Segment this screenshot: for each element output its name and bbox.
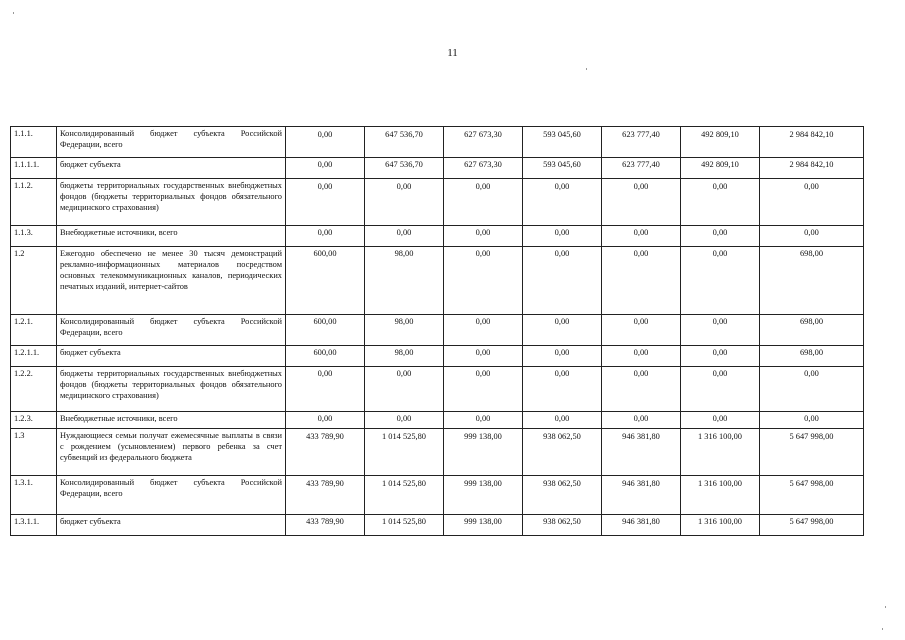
row-code: 1.1.2. (11, 179, 57, 226)
row-year-value: 0,00 (602, 247, 681, 315)
row-year-value: 600,00 (286, 247, 365, 315)
row-year-value: 0,00 (602, 346, 681, 367)
row-code: 1.2.1. (11, 315, 57, 346)
row-description: Консолидированный бюджет субъекта Российской Федерации, всего (57, 315, 286, 346)
row-year-value: 0,00 (523, 346, 602, 367)
row-year-value: 0,00 (602, 226, 681, 247)
row-code: 1.2.2. (11, 367, 57, 412)
row-total-value: 698,00 (760, 247, 864, 315)
row-description: бюджеты территориальных государственных внебюджетных фондов (бюджеты территориальных фондов обязательного медицинского страхования) (57, 367, 286, 412)
table-row (11, 515, 864, 536)
row-year-value: 0,00 (523, 412, 602, 429)
table-row (11, 127, 864, 158)
row-year-value: 999 138,00 (444, 515, 523, 536)
row-year-value: 0,00 (602, 367, 681, 412)
row-year-value: 98,00 (365, 247, 444, 315)
row-year-value: 0,00 (444, 315, 523, 346)
row-year-value: 433 789,90 (286, 476, 365, 515)
row-description: Консолидированный бюджет субъекта Российской Федерации, всего (57, 476, 286, 515)
row-year-value: 0,00 (523, 315, 602, 346)
table-row (11, 315, 864, 346)
table-row (11, 247, 864, 315)
row-total-value: 2 984 842,10 (760, 158, 864, 179)
row-year-value: 0,00 (365, 412, 444, 429)
row-year-value: 492 809,10 (681, 158, 760, 179)
page-number: 11 (447, 47, 458, 59)
row-year-value: 0,00 (444, 179, 523, 226)
row-year-value: 492 809,10 (681, 127, 760, 158)
row-year-value: 1 316 100,00 (681, 429, 760, 476)
row-year-value: 0,00 (523, 247, 602, 315)
row-year-value: 0,00 (286, 367, 365, 412)
row-code: 1.2 (11, 247, 57, 315)
row-year-value: 623 777,40 (602, 158, 681, 179)
row-year-value: 1 316 100,00 (681, 515, 760, 536)
table-row (11, 429, 864, 476)
row-year-value: 0,00 (286, 412, 365, 429)
row-year-value: 0,00 (523, 179, 602, 226)
row-year-value: 0,00 (286, 158, 365, 179)
row-year-value: 0,00 (681, 346, 760, 367)
row-total-value: 0,00 (760, 226, 864, 247)
row-year-value: 433 789,90 (286, 429, 365, 476)
row-year-value: 938 062,50 (523, 476, 602, 515)
row-year-value: 0,00 (681, 367, 760, 412)
row-year-value: 1 316 100,00 (681, 476, 760, 515)
scan-speck (882, 628, 883, 630)
scan-speck (13, 12, 14, 14)
row-year-value: 999 138,00 (444, 476, 523, 515)
row-year-value: 593 045,60 (523, 127, 602, 158)
row-year-value: 946 381,80 (602, 429, 681, 476)
row-total-value: 0,00 (760, 367, 864, 412)
row-total-value: 0,00 (760, 179, 864, 226)
row-year-value: 0,00 (444, 226, 523, 247)
budget-table (10, 126, 864, 536)
table-row (11, 346, 864, 367)
row-total-value: 5 647 998,00 (760, 429, 864, 476)
row-year-value: 0,00 (602, 412, 681, 429)
table-row (11, 226, 864, 247)
table-row (11, 179, 864, 226)
row-year-value: 938 062,50 (523, 429, 602, 476)
scan-speck (885, 606, 886, 608)
row-year-value: 0,00 (681, 315, 760, 346)
row-year-value: 0,00 (681, 226, 760, 247)
row-code: 1.2.1.1. (11, 346, 57, 367)
row-year-value: 1 014 525,80 (365, 515, 444, 536)
row-description: Внебюджетные источники, всего (57, 226, 286, 247)
row-code: 1.1.1.1. (11, 158, 57, 179)
row-total-value: 5 647 998,00 (760, 515, 864, 536)
row-year-value: 627 673,30 (444, 158, 523, 179)
row-year-value: 0,00 (444, 412, 523, 429)
row-year-value: 647 536,70 (365, 127, 444, 158)
row-year-value: 0,00 (365, 179, 444, 226)
row-year-value: 0,00 (286, 179, 365, 226)
row-year-value: 600,00 (286, 346, 365, 367)
row-year-value: 627 673,30 (444, 127, 523, 158)
table-row (11, 158, 864, 179)
row-total-value: 0,00 (760, 412, 864, 429)
row-description: Внебюджетные источники, всего (57, 412, 286, 429)
row-description: Ежегодно обеспечено не менее 30 тысяч демонстраций рекламно-информационных материалов посредством основных телекоммуникационных каналов, периодических печатных изданий, интернет-сайтов (57, 247, 286, 315)
row-year-value: 1 014 525,80 (365, 429, 444, 476)
row-year-value: 0,00 (681, 247, 760, 315)
row-year-value: 1 014 525,80 (365, 476, 444, 515)
row-total-value: 2 984 842,10 (760, 127, 864, 158)
row-year-value: 98,00 (365, 315, 444, 346)
row-year-value: 600,00 (286, 315, 365, 346)
row-year-value: 0,00 (444, 247, 523, 315)
scan-speck (586, 68, 587, 70)
row-total-value: 698,00 (760, 346, 864, 367)
row-code: 1.1.3. (11, 226, 57, 247)
row-year-value: 0,00 (602, 179, 681, 226)
row-year-value: 0,00 (681, 179, 760, 226)
row-year-value: 433 789,90 (286, 515, 365, 536)
row-code: 1.2.3. (11, 412, 57, 429)
row-description: бюджет субъекта (57, 515, 286, 536)
row-year-value: 0,00 (602, 315, 681, 346)
row-description: бюджет субъекта (57, 158, 286, 179)
row-code: 1.3.1. (11, 476, 57, 515)
row-year-value: 946 381,80 (602, 476, 681, 515)
budget-table-body (11, 127, 864, 536)
row-description: бюджеты территориальных государственных внебюджетных фондов (бюджеты территориальных фондов обязательного медицинского страхования) (57, 179, 286, 226)
row-total-value: 698,00 (760, 315, 864, 346)
row-code: 1.1.1. (11, 127, 57, 158)
row-year-value: 946 381,80 (602, 515, 681, 536)
row-code: 1.3 (11, 429, 57, 476)
row-description: Консолидированный бюджет субъекта Российской Федерации, всего (57, 127, 286, 158)
row-year-value: 0,00 (523, 226, 602, 247)
row-description: Нуждающиеся семьи получат ежемесячные выплаты в связи с рождением (усыновлением) первого ребенка за счет субвенций из федерального бюджета (57, 429, 286, 476)
row-year-value: 593 045,60 (523, 158, 602, 179)
row-year-value: 938 062,50 (523, 515, 602, 536)
row-year-value: 647 536,70 (365, 158, 444, 179)
row-year-value: 98,00 (365, 346, 444, 367)
row-year-value: 0,00 (365, 226, 444, 247)
row-year-value: 0,00 (523, 367, 602, 412)
row-year-value: 0,00 (365, 367, 444, 412)
row-year-value: 0,00 (286, 127, 365, 158)
row-year-value: 623 777,40 (602, 127, 681, 158)
row-year-value: 0,00 (286, 226, 365, 247)
row-total-value: 5 647 998,00 (760, 476, 864, 515)
table-row (11, 476, 864, 515)
row-year-value: 999 138,00 (444, 429, 523, 476)
table-row (11, 367, 864, 412)
row-year-value: 0,00 (444, 346, 523, 367)
row-year-value: 0,00 (444, 367, 523, 412)
row-code: 1.3.1.1. (11, 515, 57, 536)
row-description: бюджет субъекта (57, 346, 286, 367)
table-row (11, 412, 864, 429)
row-year-value: 0,00 (681, 412, 760, 429)
